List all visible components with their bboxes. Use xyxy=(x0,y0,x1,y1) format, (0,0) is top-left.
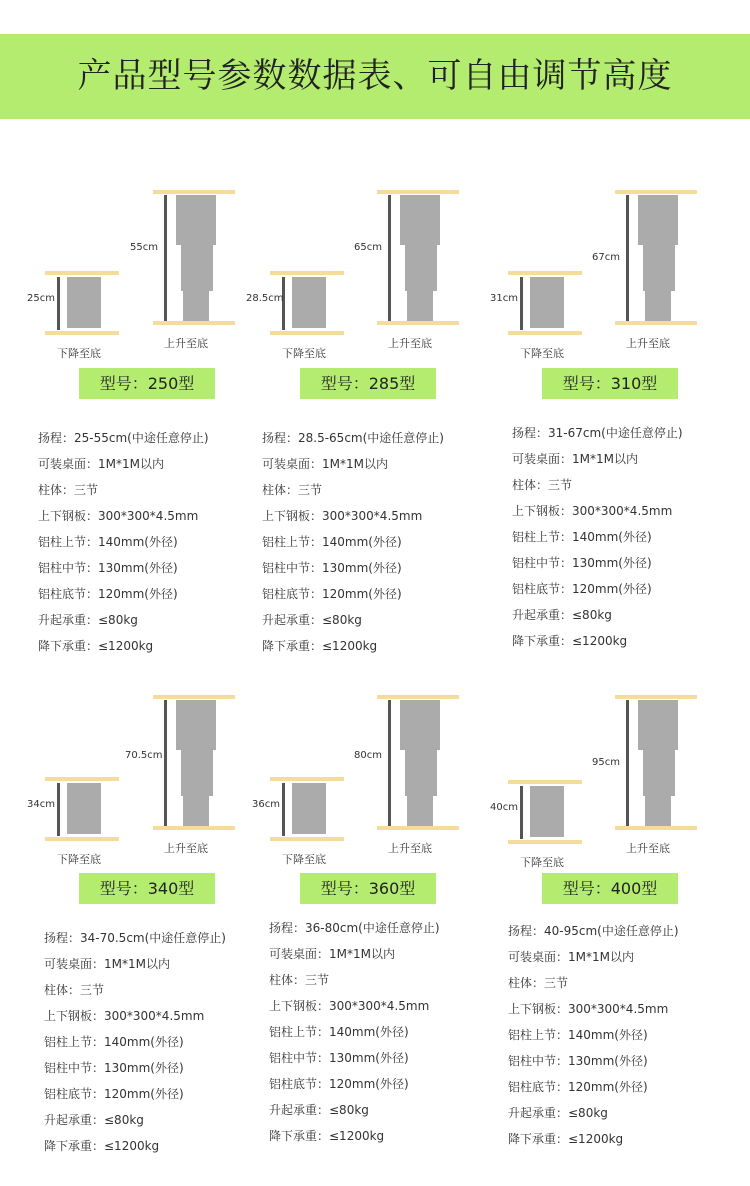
height-marker-low xyxy=(520,277,523,330)
model-badge: 型号：340型 xyxy=(79,873,215,904)
column-bottom xyxy=(183,291,209,322)
column-middle xyxy=(181,245,213,291)
bottom-plate-low xyxy=(270,837,344,841)
title-banner xyxy=(0,34,750,119)
height-marker-high xyxy=(626,700,629,828)
column-bottom xyxy=(645,291,671,322)
column-low xyxy=(67,783,101,834)
bottom-plate-low xyxy=(45,837,119,841)
spec-list xyxy=(38,425,273,659)
high-caption: 上升至底 xyxy=(626,337,670,350)
column-low xyxy=(292,783,326,834)
column-upper xyxy=(638,700,678,750)
spec-list xyxy=(269,915,504,1149)
model-card xyxy=(250,685,500,1165)
spec-row: 降下承重：≤1200kg xyxy=(44,1139,160,1153)
low-caption: 下降至底 xyxy=(520,347,564,360)
bottom-plate-low xyxy=(508,331,582,335)
model-badge: 型号：360型 xyxy=(300,873,436,904)
spec-row: 柱体：三节 xyxy=(269,973,330,987)
page-title: 产品型号参数数据表、可自由调节高度 xyxy=(77,56,673,96)
spec-row: 降下承重：≤1200kg xyxy=(512,634,628,648)
height-marker-low xyxy=(57,277,60,330)
spec-row: 可装桌面：1M*1M以内 xyxy=(38,457,164,471)
spec-row: 铝柱底节：120mm(外径) xyxy=(508,1080,648,1094)
top-plate-low xyxy=(508,780,582,784)
column-middle xyxy=(643,245,675,291)
column-middle xyxy=(643,750,675,796)
column-low xyxy=(292,277,326,328)
spec-row: 扬程：31-67cm(中途任意停止) xyxy=(512,426,683,440)
spec-row: 铝柱上节：140mm(外径) xyxy=(44,1035,184,1049)
low-caption: 下降至底 xyxy=(520,856,564,869)
column-low xyxy=(530,786,564,837)
top-plate-low xyxy=(45,271,119,275)
column-bottom xyxy=(645,796,671,827)
spec-row: 柱体：三节 xyxy=(38,483,99,497)
low-height-label: 25cm xyxy=(27,293,55,304)
top-plate-low xyxy=(508,271,582,275)
spec-row: 铝柱中节：130mm(外径) xyxy=(512,556,652,570)
bottom-plate-high xyxy=(615,321,697,325)
spec-row: 降下承重：≤1200kg xyxy=(269,1129,385,1143)
spec-row: 铝柱上节：140mm(外径) xyxy=(512,530,652,544)
spec-row: 降下承重：≤1200kg xyxy=(508,1132,624,1146)
height-marker-high xyxy=(164,700,167,828)
column-upper xyxy=(400,700,440,750)
model-badge: 型号：310型 xyxy=(542,368,678,399)
spec-row: 升起承重：≤80kg xyxy=(44,1113,144,1127)
spec-row: 上下钢板：300*300*4.5mm xyxy=(262,509,423,523)
spec-row: 铝柱中节：130mm(外径) xyxy=(44,1061,184,1075)
model-badge: 型号：250型 xyxy=(79,368,215,399)
high-caption: 上升至底 xyxy=(164,337,208,350)
spec-row: 铝柱中节：130mm(外径) xyxy=(269,1051,409,1065)
top-plate-high xyxy=(377,190,459,194)
spec-row: 可装桌面：1M*1M以内 xyxy=(262,457,388,471)
low-height-label: 28.5cm xyxy=(246,293,284,304)
bottom-plate-high xyxy=(615,826,697,830)
high-caption: 上升至底 xyxy=(388,842,432,855)
spec-list xyxy=(508,918,743,1152)
spec-row: 升起承重：≤80kg xyxy=(38,613,138,627)
high-height-label: 70.5cm xyxy=(125,750,163,761)
bottom-plate-low xyxy=(45,331,119,335)
high-caption: 上升至底 xyxy=(164,842,208,855)
column-bottom xyxy=(183,796,209,827)
top-plate-low xyxy=(45,777,119,781)
high-caption: 上升至底 xyxy=(388,337,432,350)
low-caption: 下降至底 xyxy=(282,347,326,360)
spec-row: 上下钢板：300*300*4.5mm xyxy=(44,1009,205,1023)
spec-row: 降下承重：≤1200kg xyxy=(38,639,154,653)
column-middle xyxy=(181,750,213,796)
model-card xyxy=(246,180,500,660)
column-upper xyxy=(176,700,216,750)
bottom-plate-high xyxy=(153,826,235,830)
height-marker-low xyxy=(282,783,285,836)
height-marker-low xyxy=(520,786,523,839)
spec-row: 扬程：25-55cm(中途任意停止) xyxy=(38,431,209,445)
spec-row: 柱体：三节 xyxy=(508,976,569,990)
spec-row: 柱体：三节 xyxy=(262,483,323,497)
spec-row: 柱体：三节 xyxy=(512,478,573,492)
high-height-label: 55cm xyxy=(130,242,158,253)
spec-row: 可装桌面：1M*1M以内 xyxy=(44,957,170,971)
spec-row: 升起承重：≤80kg xyxy=(262,613,362,627)
spec-row: 可装桌面：1M*1M以内 xyxy=(512,452,638,466)
spec-row: 升起承重：≤80kg xyxy=(269,1103,369,1117)
model-badge: 型号：400型 xyxy=(542,873,678,904)
spec-row: 铝柱底节：120mm(外径) xyxy=(512,582,652,596)
top-plate-high xyxy=(615,190,697,194)
top-plate-low xyxy=(270,271,344,275)
spec-row: 降下承重：≤1200kg xyxy=(262,639,378,653)
low-caption: 下降至底 xyxy=(57,853,101,866)
height-marker-high xyxy=(388,195,391,323)
spec-row: 升起承重：≤80kg xyxy=(508,1106,608,1120)
spec-row: 铝柱中节：130mm(外径) xyxy=(508,1054,648,1068)
spec-row: 扬程：40-95cm(中途任意停止) xyxy=(508,924,679,938)
spec-row: 铝柱底节：120mm(外径) xyxy=(44,1087,184,1101)
spec-row: 扬程：34-70.5cm(中途任意停止) xyxy=(44,931,226,945)
high-height-label: 65cm xyxy=(354,242,382,253)
spec-row: 升起承重：≤80kg xyxy=(512,608,612,622)
spec-row: 柱体：三节 xyxy=(44,983,105,997)
spec-row: 铝柱中节：130mm(外径) xyxy=(38,561,178,575)
model-badge: 型号：285型 xyxy=(300,368,436,399)
spec-row: 铝柱底节：120mm(外径) xyxy=(38,587,178,601)
high-height-label: 95cm xyxy=(592,757,620,768)
spec-row: 可装桌面：1M*1M以内 xyxy=(508,950,634,964)
top-plate-high xyxy=(615,695,697,699)
spec-list xyxy=(44,925,279,1159)
spec-row: 上下钢板：300*300*4.5mm xyxy=(269,999,430,1013)
top-plate-high xyxy=(153,695,235,699)
spec-row: 铝柱上节：140mm(外径) xyxy=(38,535,178,549)
column-low xyxy=(67,277,101,328)
column-upper xyxy=(400,195,440,245)
spec-row: 铝柱底节：120mm(外径) xyxy=(269,1077,409,1091)
spec-list xyxy=(262,425,497,659)
spec-row: 上下钢板：300*300*4.5mm xyxy=(508,1002,669,1016)
spec-row: 铝柱上节：140mm(外径) xyxy=(262,535,402,549)
height-marker-high xyxy=(164,195,167,323)
high-caption: 上升至底 xyxy=(626,842,670,855)
spec-row: 铝柱底节：120mm(外径) xyxy=(262,587,402,601)
bottom-plate-high xyxy=(153,321,235,325)
low-height-label: 31cm xyxy=(490,293,518,304)
spec-row: 上下钢板：300*300*4.5mm xyxy=(512,504,673,518)
top-plate-high xyxy=(153,190,235,194)
low-caption: 下降至底 xyxy=(57,347,101,360)
model-card xyxy=(490,180,750,660)
spec-row: 扬程：28.5-65cm(中途任意停止) xyxy=(262,431,444,445)
top-plate-high xyxy=(377,695,459,699)
spec-row: 铝柱中节：130mm(外径) xyxy=(262,561,402,575)
spec-row: 铝柱上节：140mm(外径) xyxy=(508,1028,648,1042)
low-height-label: 40cm xyxy=(490,802,518,813)
spec-row: 铝柱上节：140mm(外径) xyxy=(269,1025,409,1039)
spec-row: 上下钢板：300*300*4.5mm xyxy=(38,509,199,523)
model-card xyxy=(490,685,750,1165)
column-bottom xyxy=(407,291,433,322)
bottom-plate-high xyxy=(377,321,459,325)
column-upper xyxy=(176,195,216,245)
spec-row: 可装桌面：1M*1M以内 xyxy=(269,947,395,961)
low-caption: 下降至底 xyxy=(282,853,326,866)
model-card xyxy=(0,685,250,1165)
column-middle xyxy=(405,750,437,796)
column-upper xyxy=(638,195,678,245)
bottom-plate-low xyxy=(270,331,344,335)
height-marker-high xyxy=(626,195,629,323)
spec-row: 扬程：36-80cm(中途任意停止) xyxy=(269,921,440,935)
low-height-label: 34cm xyxy=(27,799,55,810)
bottom-plate-high xyxy=(377,826,459,830)
height-marker-low xyxy=(57,783,60,836)
column-middle xyxy=(405,245,437,291)
high-height-label: 67cm xyxy=(592,252,620,263)
column-low xyxy=(530,277,564,328)
top-plate-low xyxy=(270,777,344,781)
bottom-plate-low xyxy=(508,840,582,844)
high-height-label: 80cm xyxy=(354,750,382,761)
spec-list xyxy=(512,420,747,654)
model-card xyxy=(0,180,250,660)
height-marker-high xyxy=(388,700,391,828)
column-bottom xyxy=(407,796,433,827)
low-height-label: 36cm xyxy=(252,799,280,810)
